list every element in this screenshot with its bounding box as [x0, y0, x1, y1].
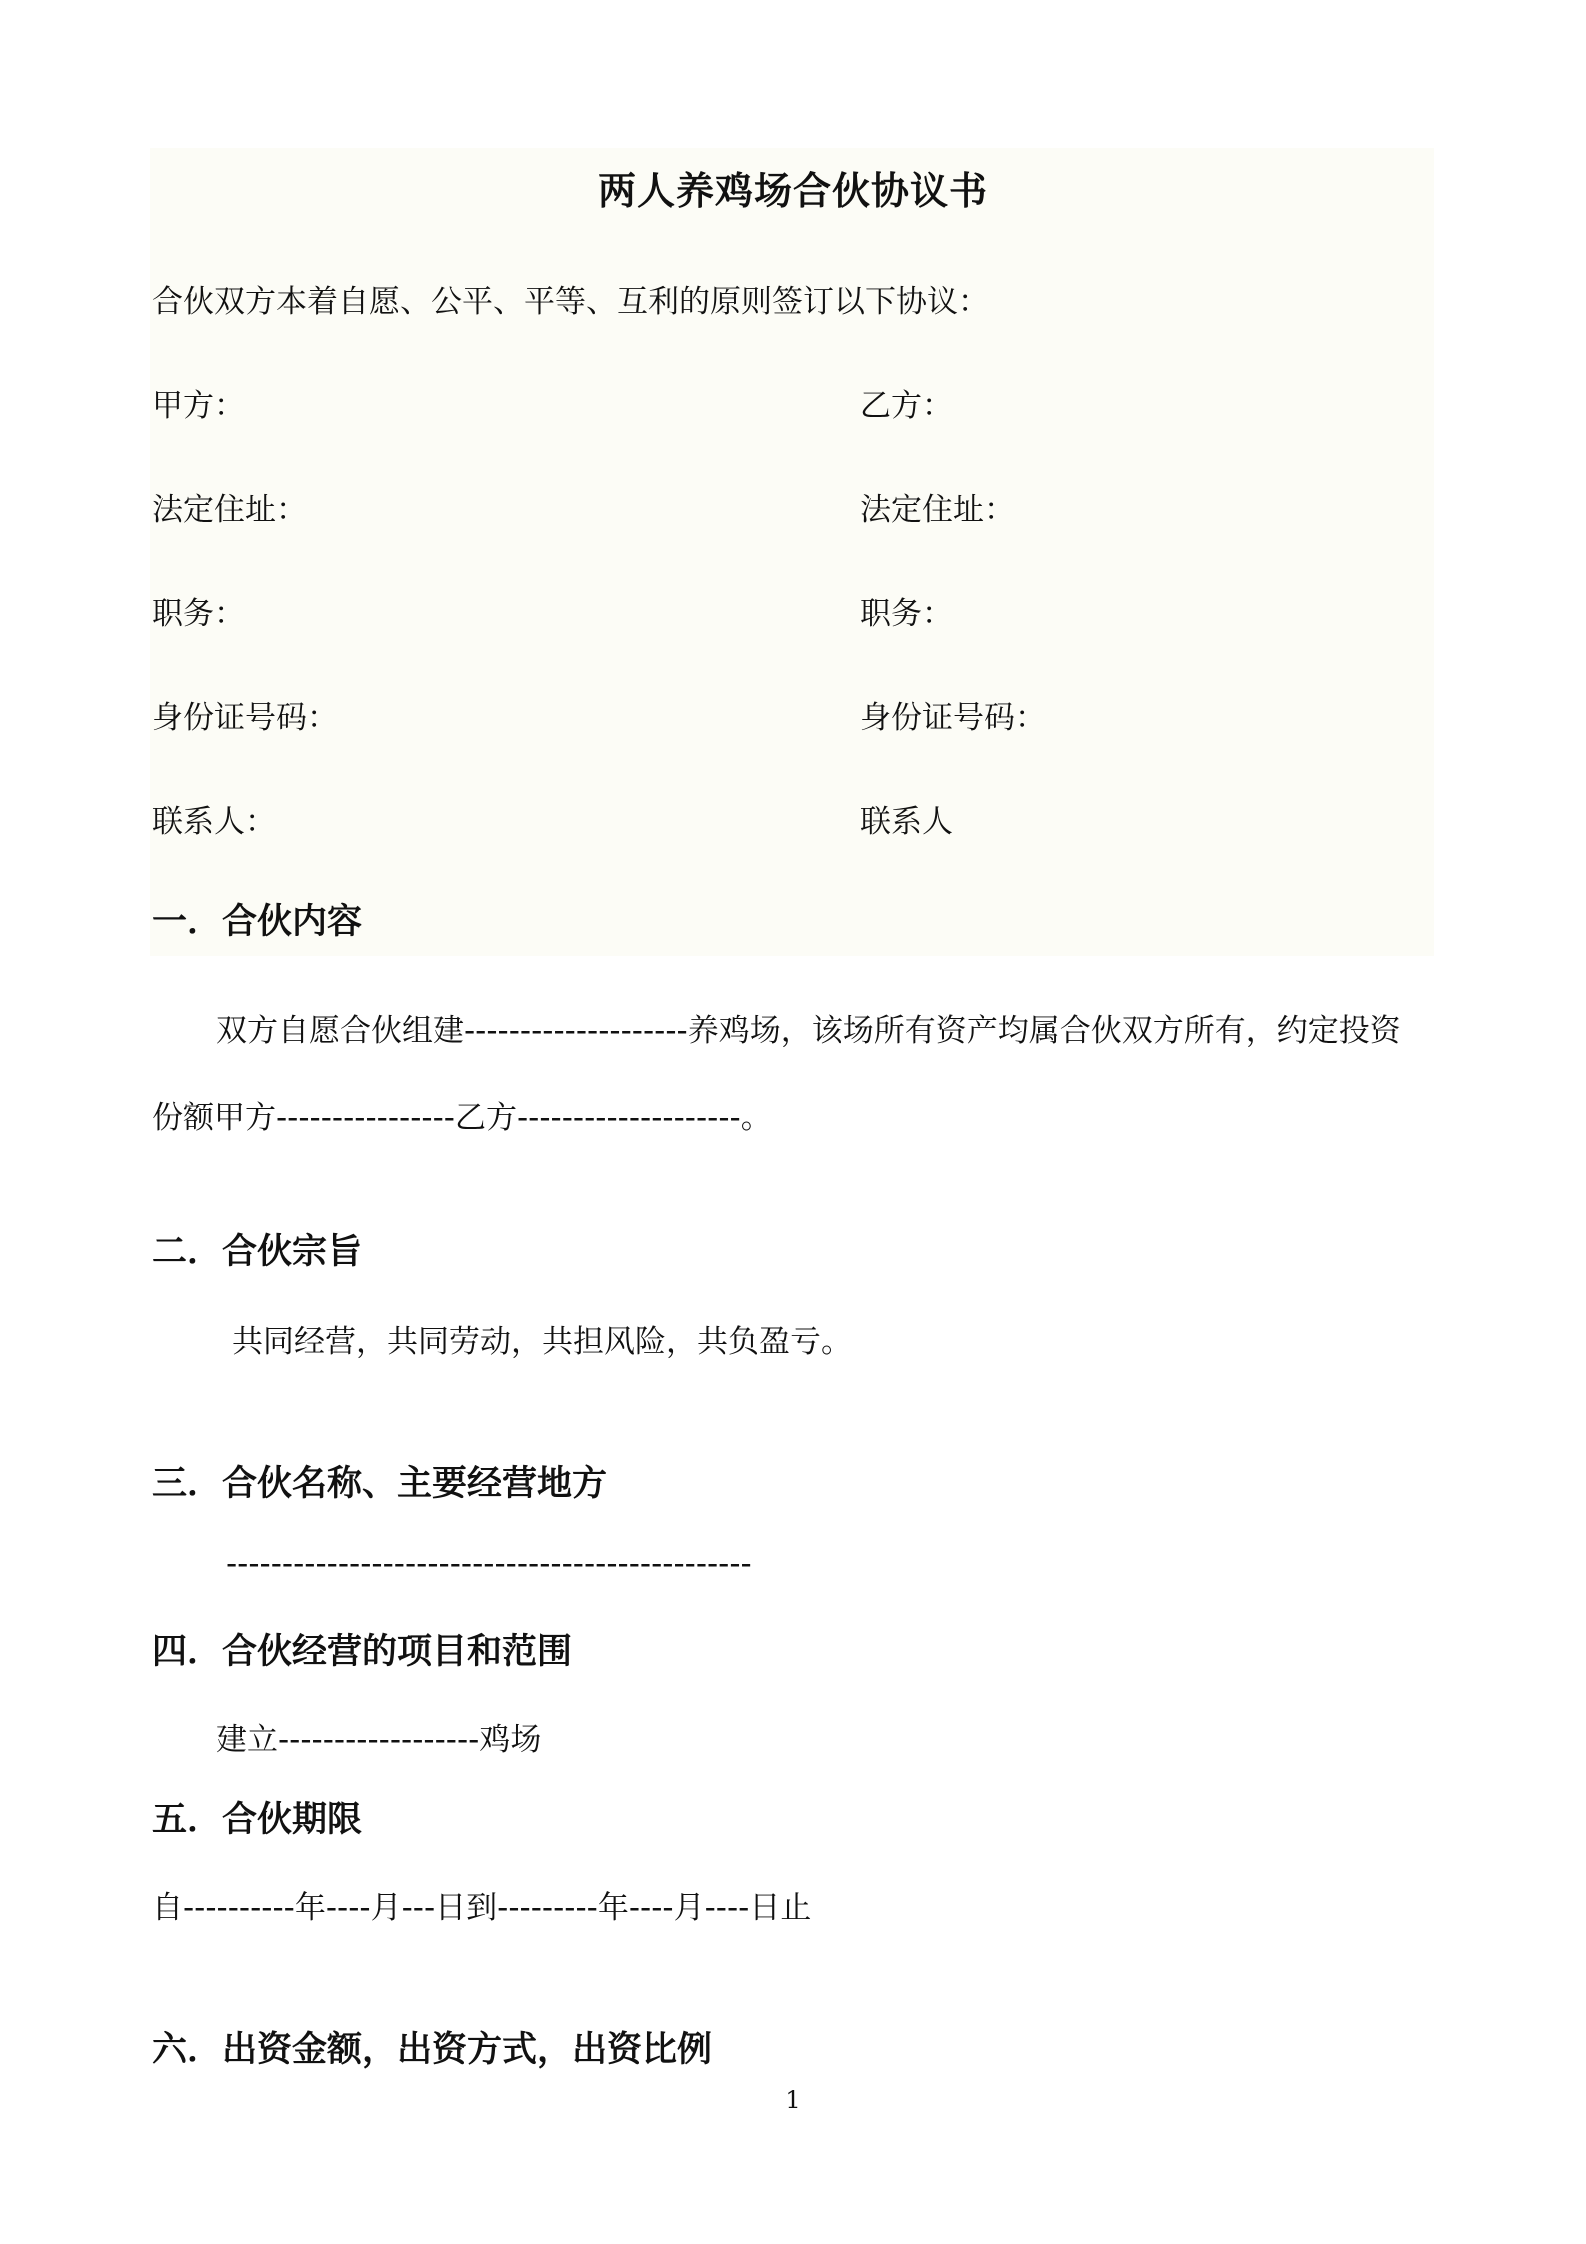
party-a-name-label: 甲方：: [152, 388, 245, 424]
party-b-contact-label: 联系人: [860, 804, 953, 840]
section-1-heading: 一．合伙内容: [152, 902, 363, 942]
party-a-contact-label: 联系人：: [152, 804, 276, 840]
section-6-heading: 六．出资金额，出资方式，出资比例: [152, 2030, 713, 2070]
section-5-heading: 五．合伙期限: [152, 1800, 363, 1840]
section-3-body: -----------------------------------------------: [226, 1546, 752, 1582]
section-5-body: 自----------年----月---日到---------年----月----日止: [152, 1890, 812, 1926]
document-title: 两人养鸡场合伙协议书: [597, 169, 988, 213]
section-2-heading: 二．合伙宗旨: [152, 1232, 363, 1272]
party-b-id-label: 身份证号码：: [860, 700, 1046, 736]
intro-text: 合伙双方本着自愿、公平、平等、互利的原则签订以下协议：: [152, 284, 989, 320]
party-a-position-label: 职务：: [152, 596, 245, 632]
section-4-body: 建立------------------鸡场: [216, 1722, 542, 1758]
section-3-heading: 三．合伙名称、主要经营地方: [152, 1464, 608, 1504]
party-b-position-label: 职务：: [860, 596, 953, 632]
party-b-name-label: 乙方：: [860, 388, 953, 424]
party-b-address-label: 法定住址：: [860, 492, 1015, 528]
party-a-id-label: 身份证号码：: [152, 700, 338, 736]
section-1-line-2: 份额甲方----------------乙方--------------------。: [152, 1100, 772, 1136]
page-number: 1: [785, 2086, 801, 2114]
section-1-line-1: 双方自愿合伙组建--------------------养鸡场，该场所有资产均属合伙双方所有，约定投资: [216, 1013, 1401, 1049]
party-a-address-label: 法定住址：: [152, 492, 307, 528]
section-4-heading: 四．合伙经营的项目和范围: [152, 1632, 573, 1672]
shaded-header-block: [150, 148, 1434, 956]
section-2-body: 共同经营，共同劳动，共担风险，共负盈亏。: [232, 1324, 852, 1360]
